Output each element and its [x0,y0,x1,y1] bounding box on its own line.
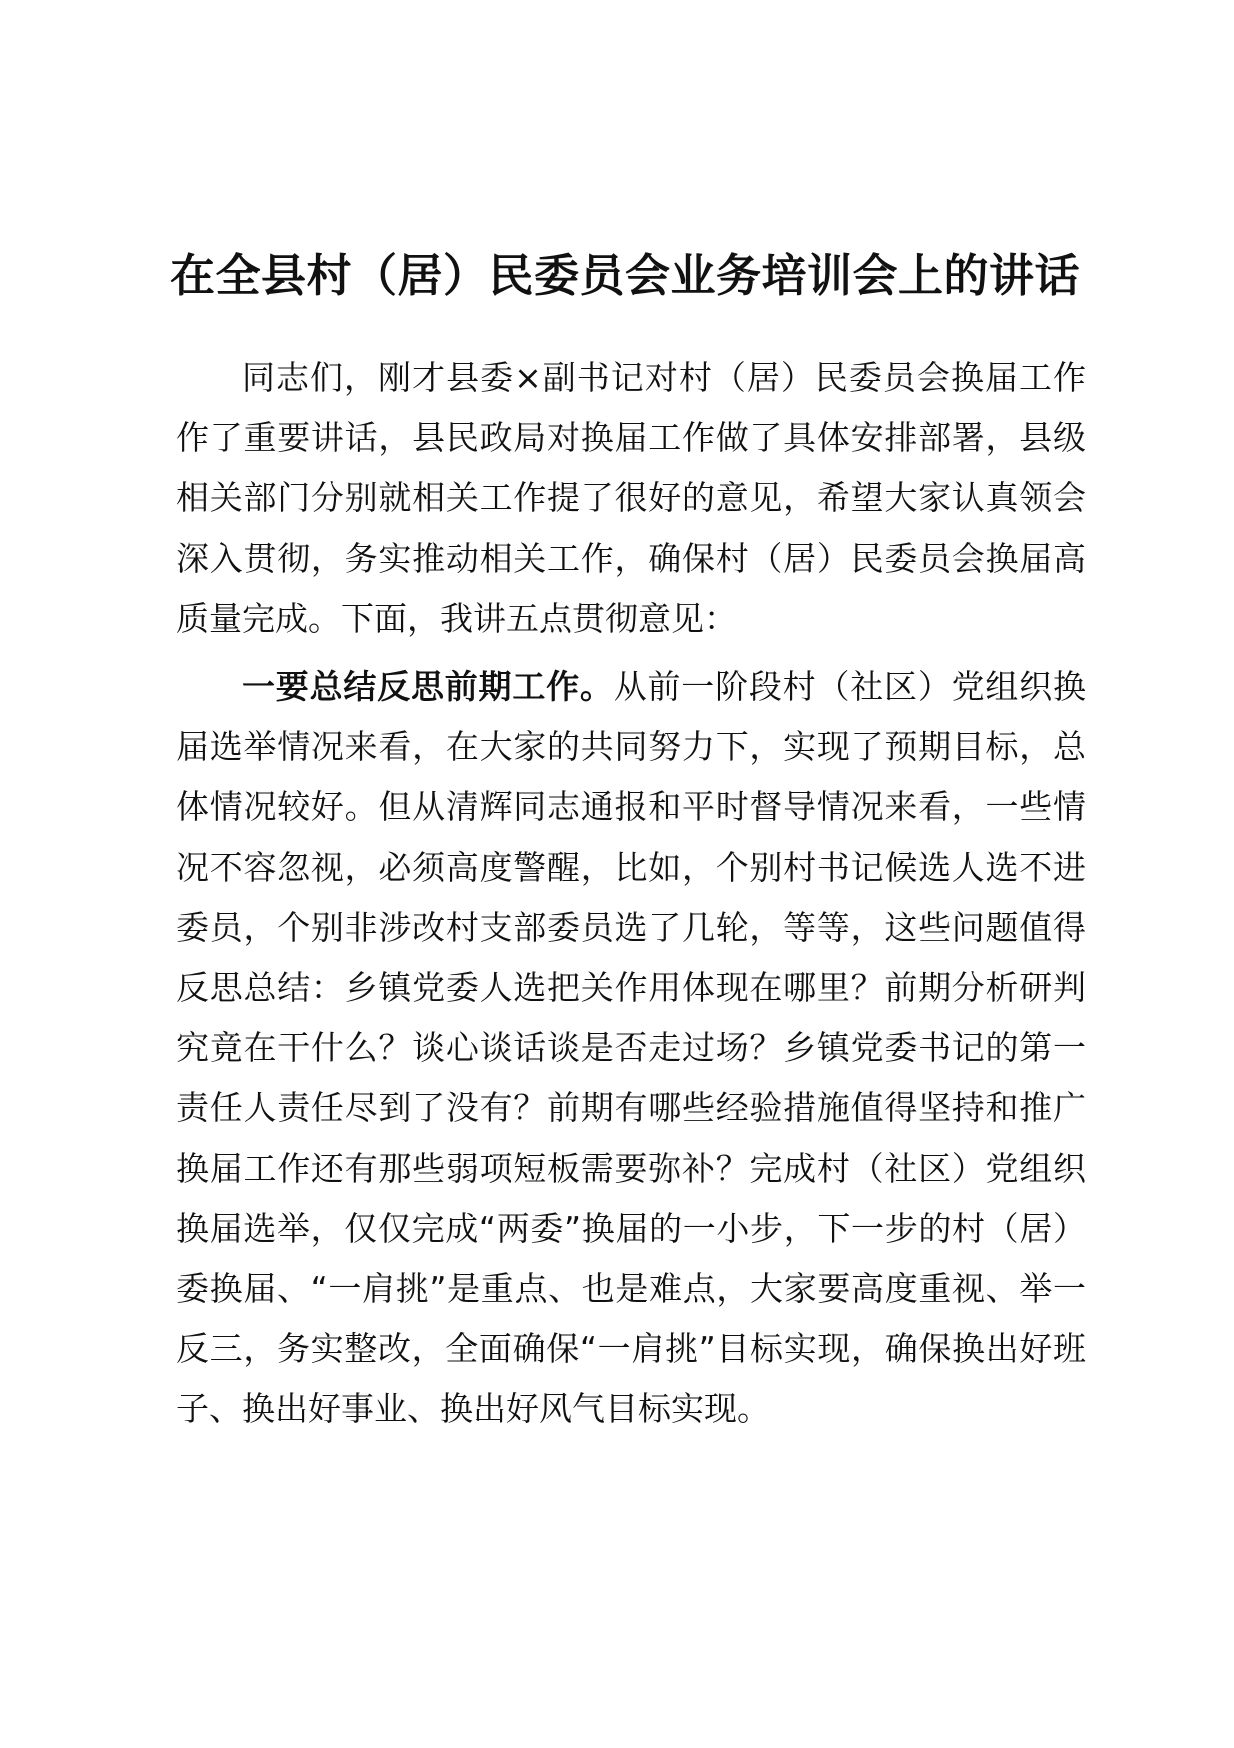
paragraph-intro [176,348,1086,649]
paragraph-intro-text: 同志们，刚才县委×副书记对村（居）民委员会换届工作作了重要讲话，县民政局对换届工作做了具体安排部署，县级相关部门分别就相关工作提了很好的意见，希望大家认真领会深入贯彻，务实推动相关工作，确保村（居）民委员会换届高质量完成。下面，我讲五点贯彻意见： [176,358,1086,638]
document-body [176,348,1086,1440]
document-title: 在全县村（居）民委员会业务培训会上的讲话 [170,249,1081,302]
paragraph-point-one-text: 从前一阶段村（社区）党组织换届选举情况来看，在大家的共同努力下，实现了预期目标，总体情况较好。但从清辉同志通报和平时督导情况来看，一些情况不容忽视，必须高度警醒，比如，个别村书记候选人选不进委员，个别非涉改村支部委员选了几轮，等等，这些问题值得反思总结：乡镇党委人选把关作用体现在哪里？前期分析研判究竟在干什么？谈心谈话谈是否走过场？乡镇党委书记的第一责任人责任尽到了没有？前期有哪些经验措施值得坚持和推广换届工作还有那些弱项短板需要弥补？完成村（社区）党组织换届选举，仅仅完成“两委”换届的一小步，下一步的村（居）委换届、“一肩挑”是重点、也是难点，大家要高度重视、举一反三，务实整改，全面确保“一肩挑”目标实现，确保换出好班子、换出好事业、换出好风气目标实现。 [176,667,1087,1429]
paragraph-point-one-heading: 一要总结反思前期工作。 [242,667,614,707]
paragraph-point-one [176,657,1086,1440]
